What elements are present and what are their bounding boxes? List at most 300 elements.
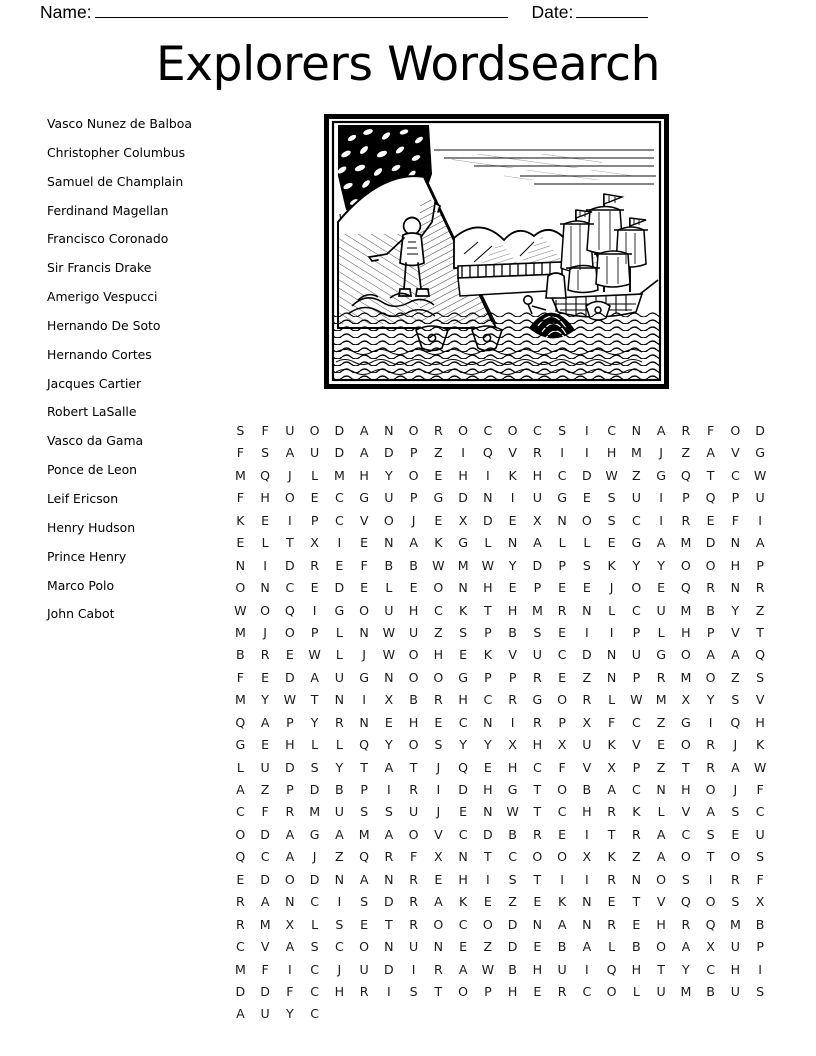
grid-cell[interactable]: M — [680, 602, 692, 618]
grid-cell[interactable]: B — [508, 826, 517, 842]
grid-cell[interactable]: W — [605, 467, 618, 483]
grid-cell[interactable]: D — [705, 535, 716, 551]
grid-cell[interactable]: A — [755, 535, 765, 551]
grid-cell[interactable]: E — [706, 512, 715, 528]
grid-cell[interactable]: T — [682, 759, 690, 775]
grid-cell[interactable]: P — [508, 669, 517, 685]
grid-cell[interactable]: J — [362, 647, 366, 663]
grid-cell[interactable]: R — [557, 602, 567, 618]
grid-cell[interactable]: E — [310, 490, 319, 506]
grid-cell[interactable]: G — [309, 826, 320, 842]
grid-cell[interactable]: I — [510, 490, 515, 506]
grid-cell[interactable]: W — [382, 647, 396, 663]
grid-cell[interactable]: P — [632, 669, 641, 685]
grid-cell[interactable]: P — [484, 669, 492, 685]
grid-cell[interactable]: Q — [680, 580, 691, 596]
grid-cell[interactable]: S — [607, 512, 616, 528]
grid-cell[interactable]: S — [558, 423, 567, 438]
grid-cell[interactable]: D — [334, 423, 345, 438]
grid-cell[interactable]: D — [582, 467, 592, 483]
grid-cell[interactable]: S — [384, 804, 393, 820]
grid-cell[interactable]: O — [458, 983, 469, 999]
grid-cell[interactable]: Q — [235, 714, 246, 730]
grid-cell[interactable]: C — [310, 983, 320, 999]
grid-cell[interactable]: N — [532, 916, 543, 932]
grid-cell[interactable]: O — [705, 557, 716, 573]
grid-cell[interactable]: E — [533, 939, 542, 955]
grid-cell[interactable]: Z — [508, 894, 517, 910]
grid-cell[interactable]: C — [433, 602, 443, 618]
grid-cell[interactable]: D — [532, 557, 543, 573]
grid-cell[interactable]: O — [680, 557, 691, 573]
grid-cell[interactable]: K — [607, 557, 616, 573]
grid-cell[interactable]: H — [656, 916, 666, 932]
grid-cell[interactable]: D — [285, 759, 295, 775]
grid-cell[interactable]: O — [680, 737, 691, 753]
grid-cell[interactable]: R — [409, 916, 418, 932]
grid-cell[interactable]: A — [731, 759, 740, 775]
grid-cell[interactable]: O — [557, 692, 568, 708]
grid-cell[interactable]: N — [334, 692, 345, 708]
grid-cell[interactable]: U — [730, 939, 740, 955]
grid-cell[interactable]: O — [458, 423, 469, 438]
grid-cell[interactable]: P — [632, 624, 641, 640]
grid-cell[interactable]: P — [409, 445, 418, 461]
grid-cell[interactable]: R — [755, 580, 765, 596]
grid-cell[interactable]: U — [409, 624, 419, 640]
grid-cell[interactable]: T — [632, 894, 641, 910]
grid-cell[interactable]: Z — [434, 445, 443, 461]
grid-cell[interactable]: S — [310, 759, 319, 775]
grid-cell[interactable]: H — [532, 737, 543, 753]
grid-cell[interactable]: Y — [385, 467, 393, 483]
grid-cell[interactable]: C — [508, 849, 518, 865]
grid-cell[interactable]: D — [384, 894, 394, 910]
grid-cell[interactable]: E — [409, 580, 418, 596]
grid-cell[interactable]: R — [409, 782, 418, 797]
grid-cell[interactable]: O — [408, 647, 419, 663]
grid-cell[interactable]: G — [507, 782, 518, 797]
grid-cell[interactable]: Q — [359, 849, 370, 865]
grid-cell[interactable]: I — [585, 624, 589, 640]
grid-cell[interactable]: M — [729, 916, 741, 932]
grid-cell[interactable]: R — [433, 961, 443, 977]
grid-cell[interactable]: F — [731, 512, 739, 528]
grid-cell[interactable]: U — [532, 490, 542, 506]
grid-cell[interactable]: B — [508, 961, 517, 977]
grid-cell[interactable]: C — [235, 804, 245, 820]
grid-cell[interactable]: A — [706, 647, 715, 663]
grid-cell[interactable]: K — [508, 467, 517, 483]
grid-cell[interactable]: L — [311, 916, 319, 932]
grid-cell[interactable]: S — [434, 737, 443, 753]
grid-cell[interactable]: N — [582, 916, 592, 932]
grid-cell[interactable]: E — [508, 512, 517, 528]
grid-cell[interactable]: B — [557, 939, 567, 955]
grid-cell[interactable]: S — [310, 939, 319, 955]
grid-cell[interactable]: A — [681, 939, 691, 955]
grid-cell[interactable]: C — [755, 804, 765, 820]
grid-cell[interactable]: G — [680, 714, 691, 730]
grid-cell[interactable]: A — [285, 849, 295, 865]
grid-cell[interactable]: M — [234, 624, 246, 640]
grid-cell[interactable]: N — [557, 512, 567, 528]
grid-cell[interactable]: I — [659, 490, 663, 506]
grid-cell[interactable]: R — [730, 871, 740, 887]
grid-cell[interactable]: T — [286, 535, 294, 551]
grid-cell[interactable]: E — [261, 737, 270, 753]
grid-cell[interactable]: S — [236, 423, 245, 438]
grid-cell[interactable]: M — [680, 983, 692, 999]
grid-cell[interactable]: V — [656, 894, 666, 910]
grid-cell[interactable]: V — [434, 826, 443, 842]
grid-cell[interactable]: E — [657, 737, 666, 753]
grid-cell[interactable]: S — [582, 557, 591, 573]
grid-cell[interactable]: H — [582, 804, 592, 820]
grid-cell[interactable]: I — [486, 871, 490, 887]
grid-cell[interactable]: E — [558, 826, 567, 842]
grid-cell[interactable]: S — [360, 804, 369, 820]
grid-cell[interactable]: U — [334, 669, 344, 685]
grid-cell[interactable]: T — [533, 871, 542, 887]
grid-cell[interactable]: G — [458, 535, 468, 551]
grid-cell[interactable]: O — [705, 669, 716, 685]
grid-cell[interactable]: A — [310, 669, 319, 685]
grid-cell[interactable]: C — [458, 826, 468, 842]
grid-cell[interactable]: X — [706, 939, 715, 955]
grid-cell[interactable]: U — [409, 939, 419, 955]
grid-cell[interactable]: Q — [705, 490, 716, 506]
grid-cell[interactable]: M — [259, 916, 271, 932]
grid-cell[interactable]: W — [753, 759, 767, 775]
grid-cell[interactable]: V — [731, 624, 740, 640]
grid-cell[interactable]: F — [410, 849, 418, 865]
grid-cell[interactable]: R — [384, 849, 394, 865]
grid-cell[interactable]: U — [310, 445, 320, 461]
grid-cell[interactable]: W — [753, 467, 767, 483]
grid-cell[interactable]: V — [359, 512, 369, 528]
grid-cell[interactable]: K — [458, 894, 468, 910]
grid-cell[interactable]: K — [483, 647, 492, 663]
grid-cell[interactable]: C — [334, 490, 344, 506]
grid-cell[interactable]: Y — [657, 557, 665, 573]
grid-cell[interactable]: K — [434, 535, 443, 551]
grid-cell[interactable]: L — [311, 737, 319, 753]
grid-cell[interactable]: V — [681, 804, 691, 820]
grid-cell[interactable]: C — [730, 467, 740, 483]
grid-cell[interactable]: F — [608, 714, 616, 730]
grid-cell[interactable]: T — [706, 467, 715, 483]
grid-cell[interactable]: S — [533, 624, 542, 640]
grid-cell[interactable]: G — [557, 490, 567, 506]
grid-cell[interactable]: E — [434, 512, 443, 528]
grid-cell[interactable]: O — [383, 512, 394, 528]
grid-cell[interactable]: E — [533, 983, 542, 999]
grid-cell[interactable]: E — [657, 580, 666, 596]
grid-cell[interactable]: I — [312, 602, 317, 618]
grid-cell[interactable]: V — [508, 647, 517, 663]
grid-cell[interactable]: S — [731, 804, 740, 820]
grid-cell[interactable]: W — [481, 557, 495, 573]
grid-cell[interactable]: Y — [385, 737, 393, 753]
grid-cell[interactable]: N — [458, 849, 468, 865]
grid-cell[interactable]: X — [607, 759, 616, 775]
grid-cell[interactable]: L — [335, 624, 343, 640]
grid-cell[interactable]: I — [585, 826, 589, 842]
grid-cell[interactable]: D — [260, 871, 270, 887]
grid-cell[interactable]: L — [657, 624, 665, 640]
grid-cell[interactable]: C — [607, 423, 617, 438]
grid-cell[interactable]: S — [731, 692, 740, 708]
grid-cell[interactable]: V — [632, 737, 641, 753]
grid-cell[interactable]: S — [756, 983, 765, 999]
grid-cell[interactable]: U — [260, 759, 270, 775]
grid-cell[interactable]: O — [284, 871, 295, 887]
grid-cell[interactable]: P — [310, 512, 319, 528]
grid-cell[interactable]: N — [384, 939, 394, 955]
grid-cell[interactable]: U — [631, 490, 641, 506]
grid-cell[interactable]: O — [705, 894, 716, 910]
grid-cell[interactable]: D — [260, 826, 270, 842]
grid-cell[interactable]: R — [334, 714, 344, 730]
grid-cell[interactable]: N — [631, 871, 642, 887]
grid-cell[interactable]: C — [631, 714, 641, 730]
grid-cell[interactable]: I — [585, 423, 589, 438]
grid-cell[interactable]: N — [483, 804, 493, 820]
grid-cell[interactable]: I — [585, 445, 589, 461]
grid-cell[interactable]: R — [681, 423, 691, 438]
grid-cell[interactable]: E — [310, 580, 319, 596]
grid-cell[interactable]: M — [333, 467, 345, 483]
grid-cell[interactable]: W — [630, 692, 643, 708]
grid-cell[interactable]: T — [484, 602, 492, 618]
grid-cell[interactable]: U — [755, 490, 765, 506]
grid-cell[interactable]: U — [334, 804, 344, 820]
grid-cell[interactable]: C — [631, 782, 641, 797]
grid-cell[interactable]: X — [533, 512, 542, 528]
grid-cell[interactable]: R — [532, 826, 542, 842]
grid-cell[interactable]: C — [557, 647, 567, 663]
grid-cell[interactable]: J — [312, 849, 317, 865]
grid-cell[interactable]: A — [656, 535, 666, 551]
grid-cell[interactable]: Q — [730, 714, 741, 730]
grid-cell[interactable]: O — [408, 737, 419, 753]
grid-cell[interactable]: H — [458, 871, 468, 887]
grid-cell[interactable]: P — [682, 490, 690, 506]
grid-cell[interactable]: R — [532, 445, 542, 461]
grid-cell[interactable]: B — [384, 557, 394, 573]
grid-cell[interactable]: V — [755, 692, 765, 708]
grid-cell[interactable]: M — [309, 804, 321, 820]
grid-cell[interactable]: H — [507, 983, 518, 999]
grid-cell[interactable]: A — [285, 445, 295, 461]
grid-cell[interactable]: B — [335, 782, 344, 797]
grid-cell[interactable]: B — [706, 983, 715, 999]
grid-cell[interactable]: L — [558, 535, 566, 551]
grid-cell[interactable]: P — [756, 939, 764, 955]
grid-cell[interactable]: P — [756, 557, 764, 573]
grid-cell[interactable]: A — [458, 961, 468, 977]
grid-cell[interactable]: P — [360, 782, 368, 797]
grid-cell[interactable]: X — [285, 916, 295, 932]
grid-cell[interactable]: D — [384, 445, 394, 461]
grid-cell[interactable]: U — [384, 602, 394, 618]
grid-cell[interactable]: H — [334, 983, 345, 999]
grid-cell[interactable]: H — [681, 624, 691, 640]
grid-cell[interactable]: H — [408, 714, 419, 730]
grid-cell[interactable]: F — [236, 669, 244, 685]
grid-cell[interactable]: E — [508, 580, 517, 596]
grid-cell[interactable]: D — [235, 983, 246, 999]
grid-cell[interactable]: N — [384, 535, 394, 551]
grid-cell[interactable]: A — [731, 647, 740, 663]
grid-cell[interactable]: B — [409, 692, 418, 708]
grid-cell[interactable]: S — [756, 669, 765, 685]
grid-cell[interactable]: B — [632, 939, 641, 955]
grid-cell[interactable]: Z — [434, 624, 443, 640]
grid-cell[interactable]: H — [483, 782, 493, 797]
grid-cell[interactable]: A — [582, 939, 592, 955]
grid-cell[interactable]: N — [359, 624, 369, 640]
grid-cell[interactable]: J — [411, 512, 416, 528]
grid-cell[interactable]: E — [558, 624, 567, 640]
grid-cell[interactable]: C — [260, 849, 270, 865]
grid-cell[interactable]: E — [360, 580, 369, 596]
grid-cell[interactable]: O — [235, 580, 246, 596]
grid-cell[interactable]: Y — [286, 1006, 294, 1022]
grid-cell[interactable]: S — [756, 849, 765, 865]
grid-cell[interactable]: I — [609, 624, 614, 640]
grid-cell[interactable]: Z — [632, 849, 641, 865]
grid-cell[interactable]: C — [681, 826, 691, 842]
grid-cell[interactable]: L — [583, 535, 591, 551]
grid-cell[interactable]: H — [483, 580, 493, 596]
grid-cell[interactable]: V — [508, 445, 517, 461]
grid-cell[interactable]: L — [335, 737, 343, 753]
grid-cell[interactable]: U — [582, 737, 592, 753]
grid-cell[interactable]: R — [681, 916, 691, 932]
grid-cell[interactable]: X — [508, 737, 517, 753]
grid-cell[interactable]: I — [510, 714, 515, 730]
grid-cell[interactable]: M — [680, 669, 692, 685]
grid-cell[interactable]: E — [558, 669, 567, 685]
grid-cell[interactable]: E — [335, 557, 344, 573]
grid-cell[interactable]: P — [409, 490, 418, 506]
grid-cell[interactable]: P — [484, 983, 492, 999]
grid-cell[interactable]: S — [261, 445, 270, 461]
grid-cell[interactable]: T — [533, 804, 542, 820]
grid-cell[interactable]: H — [532, 467, 543, 483]
grid-cell[interactable]: R — [631, 826, 641, 842]
grid-cell[interactable]: G — [359, 490, 369, 506]
grid-cell[interactable]: V — [582, 759, 592, 775]
grid-cell[interactable]: O — [557, 849, 568, 865]
grid-cell[interactable]: G — [359, 669, 369, 685]
grid-cell[interactable]: B — [508, 624, 517, 640]
grid-cell[interactable]: D — [334, 445, 345, 461]
grid-cell[interactable]: O — [260, 602, 271, 618]
grid-cell[interactable]: R — [607, 916, 616, 932]
grid-cell[interactable]: I — [461, 445, 465, 461]
grid-cell[interactable]: C — [310, 894, 320, 910]
grid-cell[interactable]: L — [236, 759, 244, 775]
grid-cell[interactable]: X — [557, 737, 567, 753]
grid-cell[interactable]: K — [236, 512, 245, 528]
grid-cell[interactable]: I — [758, 512, 762, 528]
grid-cell[interactable]: S — [681, 871, 690, 887]
grid-cell[interactable]: A — [706, 804, 715, 820]
grid-cell[interactable]: G — [334, 602, 345, 618]
grid-cell[interactable]: A — [359, 445, 369, 461]
grid-cell[interactable]: F — [261, 423, 269, 438]
grid-cell[interactable]: Q — [755, 647, 766, 663]
grid-cell[interactable]: N — [730, 580, 741, 596]
grid-cell[interactable]: K — [557, 894, 567, 910]
grid-cell[interactable]: N — [359, 714, 369, 730]
grid-cell[interactable]: N — [384, 423, 394, 438]
grid-cell[interactable]: I — [387, 782, 391, 797]
grid-cell[interactable]: R — [607, 871, 616, 887]
grid-cell[interactable]: O — [408, 423, 419, 438]
grid-cell[interactable]: P — [731, 490, 740, 506]
grid-cell[interactable]: E — [582, 490, 591, 506]
grid-cell[interactable]: O — [408, 467, 419, 483]
grid-cell[interactable]: P — [310, 624, 319, 640]
grid-cell[interactable]: T — [706, 849, 715, 865]
grid-cell[interactable]: E — [236, 871, 245, 887]
grid-cell[interactable]: C — [310, 961, 320, 977]
grid-cell[interactable]: I — [758, 961, 762, 977]
grid-cell[interactable]: S — [706, 826, 715, 842]
grid-cell[interactable]: C — [631, 512, 641, 528]
grid-cell[interactable]: O — [656, 871, 667, 887]
grid-cell[interactable]: H — [631, 961, 642, 977]
grid-cell[interactable]: R — [681, 512, 691, 528]
grid-cell[interactable]: Q — [680, 467, 691, 483]
grid-cell[interactable]: I — [288, 961, 292, 977]
grid-cell[interactable]: K — [458, 602, 468, 618]
grid-cell[interactable]: Z — [755, 602, 765, 618]
grid-cell[interactable]: E — [731, 826, 740, 842]
grid-cell[interactable]: N — [483, 490, 493, 506]
grid-cell[interactable]: B — [755, 916, 765, 932]
grid-cell[interactable]: H — [606, 445, 617, 461]
grid-cell[interactable]: N — [631, 423, 642, 438]
grid-cell[interactable]: P — [286, 782, 294, 797]
grid-cell[interactable]: C — [235, 939, 245, 955]
grid-cell[interactable]: O — [359, 939, 370, 955]
grid-cell[interactable]: O — [284, 490, 295, 506]
grid-cell[interactable]: A — [335, 826, 344, 842]
grid-cell[interactable]: O — [680, 849, 691, 865]
grid-cell[interactable]: O — [309, 423, 320, 438]
grid-cell[interactable]: S — [409, 983, 418, 999]
grid-cell[interactable]: J — [733, 782, 738, 797]
grid-cell[interactable]: A — [656, 423, 666, 438]
grid-cell[interactable]: T — [756, 624, 764, 640]
grid-cell[interactable]: D — [458, 782, 468, 797]
grid-cell[interactable]: D — [458, 490, 468, 506]
grid-cell[interactable]: S — [731, 894, 740, 910]
grid-cell[interactable]: X — [755, 894, 765, 910]
grid-cell[interactable]: J — [263, 624, 267, 640]
grid-cell[interactable]: U — [384, 490, 394, 506]
grid-cell[interactable]: L — [261, 535, 269, 551]
grid-cell[interactable]: R — [310, 557, 319, 573]
grid-cell[interactable]: E — [459, 647, 468, 663]
grid-cell[interactable]: T — [360, 759, 368, 775]
grid-cell[interactable]: A — [236, 1006, 245, 1022]
